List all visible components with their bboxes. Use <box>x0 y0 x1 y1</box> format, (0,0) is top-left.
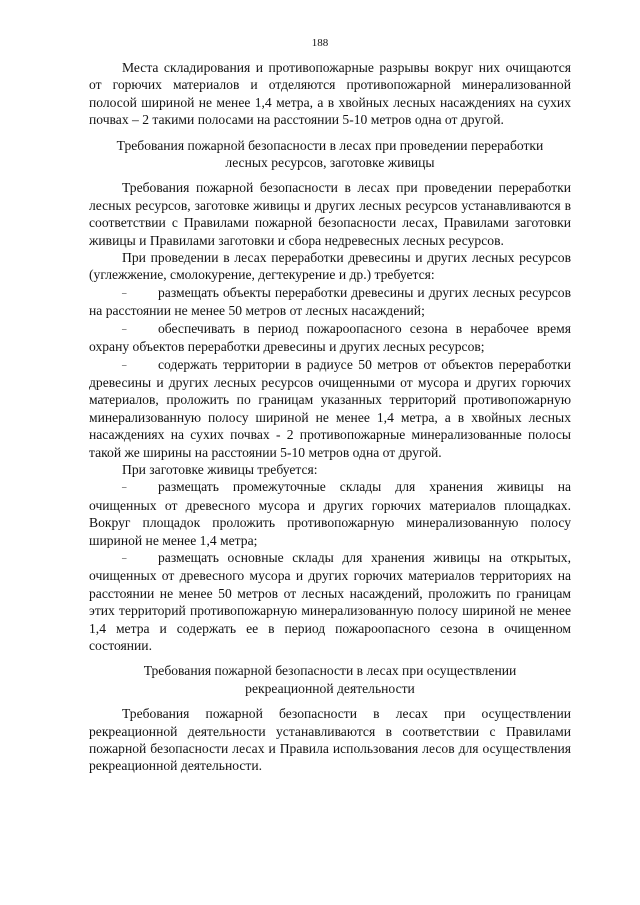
heading-line: рекреационной деятельности <box>245 680 415 696</box>
list-item-text: содержать территории в радиусе 50 метров от объектов переработки древесины и других лесных ресурсов очищенными от мусора и других горючих материалов, проложить по границам указанных территорий противопожарную минерализованную полосу шириной не менее 1,4 метра, а в хвойных лесных насаждениях на сухих почвах - 2 противопожарные минерализованные полосы такой же ширины на расстоянии 5-10 метров одна от другой. <box>89 356 571 460</box>
heading-line: лесных ресурсов, заготовке живицы <box>225 155 435 171</box>
document-body <box>89 59 571 775</box>
list-item-text: размещать промежуточные склады для хранения живицы на очищенных от древесного мусора и других горючих материалов площадках. Вокруг площадок проложить противопожарную минерализованную полосу шириной не менее 1,4 метра; <box>89 479 571 548</box>
section-heading-recreation <box>89 662 571 697</box>
list-item-text: размещать объекты переработки древесины и других лесных ресурсов на расстоянии не менее 50 метров от лесных насаждений; <box>89 284 571 319</box>
paragraph-processing-requirements: Требования пожарной безопасности в лесах при проведении переработки лесных ресурсов, заготовке живицы и других лесных ресурсов устанавливаются в соответствии с Правилами пожарной безопасности лесах, Правилами заготовки живицы и Правилами заготовки и сбора недревесных лесных ресурсов. <box>89 180 571 248</box>
list-item <box>89 478 571 549</box>
bullet-dash: – <box>122 482 127 493</box>
paragraph-processing-intro: При проведении в лесах переработки древесины и других лесных ресурсов (углежжение, смолокурение, дегтекурение и др.) требуется: <box>89 250 571 283</box>
section-heading-processing <box>89 137 571 172</box>
list-item-text: размещать основные склады для хранения живицы на открытых, очищенных от древесного мусора и других горючих материалов территориях на расстоянии не менее 50 метров от лесных насаждений, проложить по границам этих территорий противопожарную минерализованную полосу шириной не менее 1,4 метра и содержать ее в период пожароопасного сезона в очищенном состоянии. <box>89 549 571 653</box>
list-item <box>89 549 571 654</box>
list-item <box>89 356 571 461</box>
bullet-dash: – <box>122 359 127 370</box>
heading-line: Требования пожарной безопасности в лесах при осуществлении <box>143 663 517 679</box>
bullet-dash: – <box>122 287 127 298</box>
bullet-dash: – <box>122 323 127 334</box>
paragraph-storage-sites: Места складирования и противопожарные разрывы вокруг них очищаются от горючих материалов и отделяются противопожарной минерализованной полосой шириной не менее 1,4 метра, а в хвойных лесных насаждениях на сухих почвах – 2 такими полосами на расстоянии 5-10 метров одна от другой. <box>89 60 571 128</box>
paragraph-resin-intro: При заготовке живицы требуется: <box>122 461 318 477</box>
list-item-text: обеспечивать в период пожароопасного сезона в нерабочее время охрану объектов переработки древесины и других лесных ресурсов; <box>89 320 571 355</box>
paragraph-recreation-requirements: Требования пожарной безопасности в лесах при осуществлении рекреационной деятельности устанавливаются в соответствии с Правилами пожарной безопасности лесах и Правила использования лесов для осуществления рекреационной деятельности. <box>89 706 571 774</box>
heading-line: Требования пожарной безопасности в лесах при проведении переработки <box>116 137 544 153</box>
list-item <box>89 284 571 320</box>
page-number: 188 <box>311 37 329 49</box>
bullet-dash: – <box>122 552 127 563</box>
list-item <box>89 320 571 356</box>
